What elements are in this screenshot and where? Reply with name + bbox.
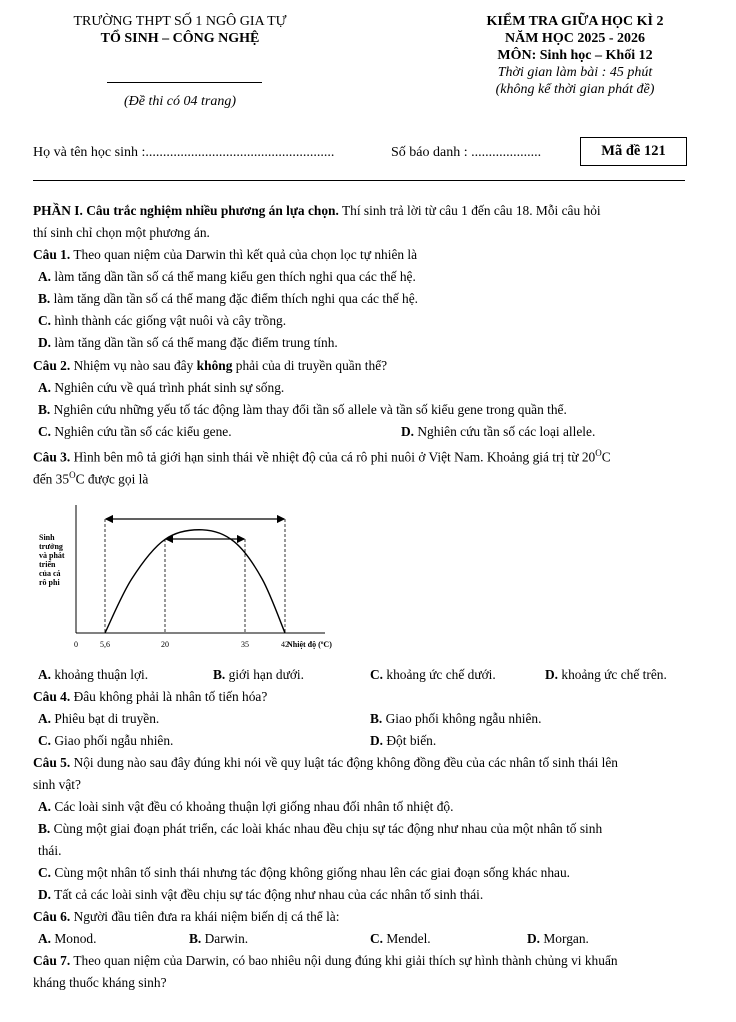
q5-option-d[interactable]: D. Tất cả các loài sinh vật đều chịu sự tác động như nhau của các nhân tố sinh thái. bbox=[38, 887, 484, 902]
question-2: Câu 2. Nhiệm vụ nào sau đây không phải của di truyền quần thể? bbox=[33, 358, 388, 373]
tolerance-curve bbox=[105, 530, 285, 633]
exam-title: KIỂM TRA GIỮA HỌC KÌ 2 bbox=[486, 14, 664, 29]
q1-option-c[interactable]: C. hình thành các giống vật nuôi và cây trồng. bbox=[38, 313, 287, 328]
department-name: TỔ SINH – CÔNG NGHỆ bbox=[100, 31, 260, 46]
q4-option-b[interactable]: B. Giao phối không ngẫu nhiên. bbox=[370, 711, 542, 726]
q6-option-a[interactable]: A. Monod. bbox=[38, 931, 97, 946]
student-name-field: Họ và tên học sinh :...................................................... bbox=[33, 145, 335, 160]
q3-option-a[interactable]: A. khoảng thuận lợi. bbox=[38, 667, 149, 682]
y-axis-label-line: Sinh bbox=[39, 533, 55, 542]
q5-option-c[interactable]: C. Cùng một nhân tố sinh thái nhưng tác động không giống nhau lên các giai đoạn sống khác nhau. bbox=[38, 865, 571, 880]
x-tick-label: 42 bbox=[281, 640, 289, 649]
x-tick-label: 5,6 bbox=[100, 640, 110, 649]
header-divider bbox=[33, 180, 685, 181]
q5-option-a[interactable]: A. Các loài sinh vật đều có khoảng thuận lợi giống nhau đối nhân tố nhiệt độ. bbox=[38, 799, 454, 814]
q3-option-d[interactable]: D. khoảng ức chế trên. bbox=[545, 667, 667, 682]
question-4: Câu 4. Đâu không phải là nhân tố tiến hóa? bbox=[33, 689, 268, 704]
q5-option-b-cont: thái. bbox=[38, 843, 62, 858]
q4-option-c[interactable]: C. Giao phối ngẫu nhiên. bbox=[38, 733, 174, 748]
part1-intro-cont: thí sinh chỉ chọn một phương án. bbox=[33, 225, 210, 240]
question-3-cont: đến $35^OC$ được gọi là bbox=[33, 470, 149, 487]
q6-option-b[interactable]: B. Darwin. bbox=[189, 931, 249, 946]
q1-option-d[interactable]: D. làm tăng dần tần số cá thể mang đặc điểm trung tính. bbox=[38, 335, 338, 350]
q2-option-a[interactable]: A. Nghiên cứu về quá trình phát sinh sự sống. bbox=[38, 380, 285, 395]
x-tick-label: 0 bbox=[74, 640, 78, 649]
tolerance-chart bbox=[30, 495, 380, 655]
exam-code-box: Mã đề 121 bbox=[580, 137, 687, 166]
part1-intro: PHẦN I. Câu trắc nghiệm nhiều phương án lựa chọn. Thí sinh trả lời từ câu 1 đến câu 18. Mỗi câu hỏi bbox=[33, 203, 601, 218]
subject: MÔN: Sinh học – Khối 12 bbox=[497, 48, 653, 63]
q2-option-d[interactable]: D. Nghiên cứu tần số các loại allele. bbox=[401, 424, 596, 439]
time-note: (không kể thời gian phát đề) bbox=[495, 82, 655, 97]
x-axis-label: Nhiệt độ (ºC) bbox=[287, 640, 332, 649]
question-7: Câu 7. Theo quan niệm của Darwin, có bao nhiêu nội dung đúng khi giải thích sự hình thành chủng vi khuẩn bbox=[33, 953, 618, 968]
q2-option-c[interactable]: C. Nghiên cứu tần số các kiểu gene. bbox=[38, 424, 232, 439]
q1-option-a[interactable]: A. làm tăng dần tần số cá thể mang kiểu gen thích nghi qua các thế hệ. bbox=[38, 269, 416, 284]
x-tick-label: 35 bbox=[241, 640, 249, 649]
q5-option-b[interactable]: B. Cùng một giai đoạn phát triển, các loài khác nhau đều chịu sự tác động như nhau của một nhân tố sinh bbox=[38, 821, 603, 836]
q1-option-b[interactable]: B. làm tăng dần tần số cá thể mang đặc điểm thích nghi qua các thế hệ. bbox=[38, 291, 419, 306]
y-axis-label-line: triển bbox=[39, 560, 56, 569]
q4-option-a[interactable]: A. Phiêu bạt di truyền. bbox=[38, 711, 160, 726]
question-6: Câu 6. Người đầu tiên đưa ra khái niệm biến dị cá thể là: bbox=[33, 909, 340, 924]
q4-option-d[interactable]: D. Đột biến. bbox=[370, 733, 437, 748]
q3-option-b[interactable]: B. giới hạn dưới. bbox=[213, 667, 304, 682]
time-limit: Thời gian làm bài : 45 phút bbox=[497, 65, 653, 80]
x-tick-label: 20 bbox=[161, 640, 169, 649]
y-axis-label-line: rô phi bbox=[39, 578, 60, 587]
question-7-cont: kháng thuốc kháng sinh? bbox=[33, 975, 167, 990]
school-name: TRƯỜNG THPT SỐ 1 NGÔ GIA TỰ bbox=[73, 14, 287, 29]
y-axis-label-line: và phát bbox=[39, 551, 65, 560]
q6-option-d[interactable]: D. Morgan. bbox=[527, 931, 589, 946]
q3-option-c[interactable]: C. khoảng ức chế dưới. bbox=[370, 667, 496, 682]
question-3: Câu 3. Hình bên mô tả giới hạn sinh thái về nhiệt độ của cá rô phi nuôi ở Việt Nam. Khoảng giá trị từ $20^OC$ bbox=[33, 448, 611, 465]
y-axis-label-line: của cá bbox=[39, 569, 61, 578]
pages-note: (Đề thi có 04 trang) bbox=[124, 94, 236, 109]
header-divider-left bbox=[107, 82, 262, 83]
question-5: Câu 5. Nội dung nào sau đây đúng khi nói về quy luật tác động không đồng đều của các nhân tố sinh thái lên bbox=[33, 755, 619, 770]
q2-option-b[interactable]: B. Nghiên cứu những yếu tố tác động làm thay đổi tần số allele và tần số kiểu gene trong quần thể. bbox=[38, 402, 567, 417]
question-5-cont: sinh vật? bbox=[33, 777, 81, 792]
student-id-field: Số báo danh : .................... bbox=[391, 145, 542, 160]
q6-option-c[interactable]: C. Mendel. bbox=[370, 931, 431, 946]
y-axis-label-line: trưởng bbox=[39, 542, 63, 551]
school-year: NĂM HỌC 2025 - 2026 bbox=[505, 31, 645, 46]
question-1: Câu 1. Theo quan niệm của Darwin thì kết quả của chọn lọc tự nhiên là bbox=[33, 247, 418, 262]
